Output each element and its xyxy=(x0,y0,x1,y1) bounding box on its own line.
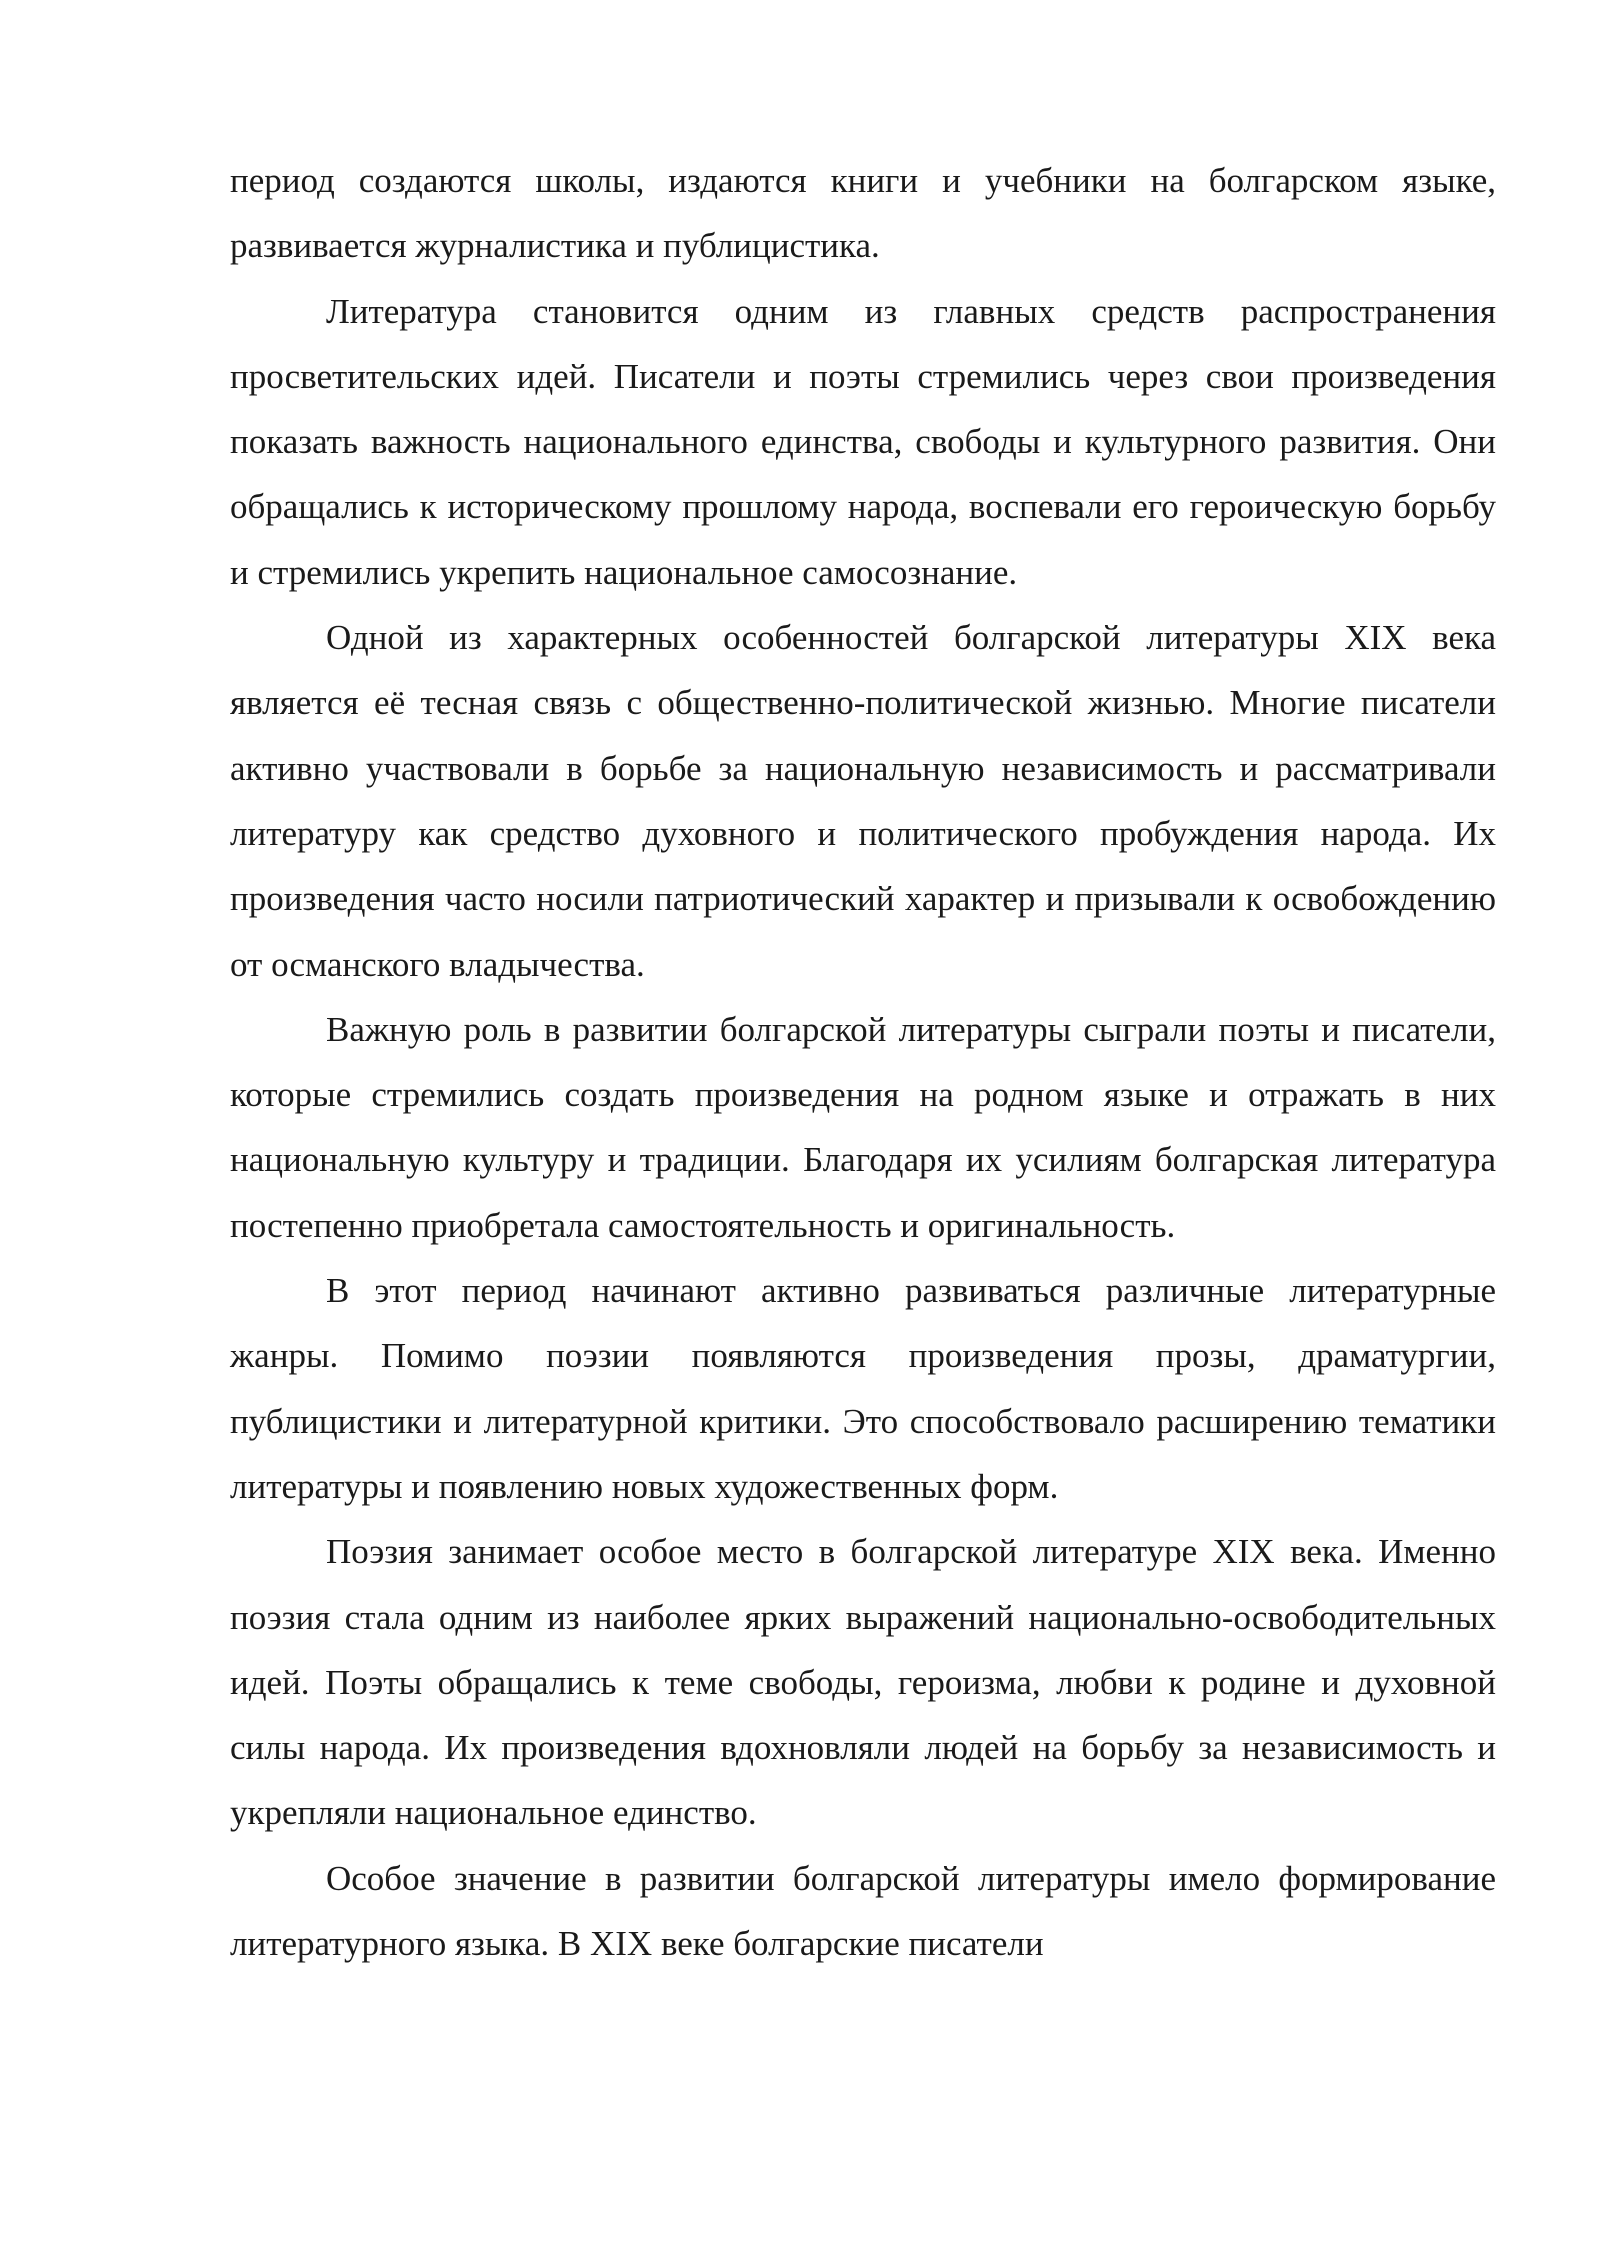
paragraph-literary-genres: В этот период начинают активно развиваться различные литературные жанры. Помимо поэзии появляются произведения прозы, драматургии, публицистики и литературной критики. Это способствовало расширению тематики литературы и появлению новых художественных форм. xyxy=(230,1271,1496,1506)
paragraph-political-link: Одной из характерных особенностей болгарской литературы XIX века является её тесная связь с общественно-политической жизнью. Многие писатели активно участвовали в борьбе за национальную независимость и рассматривали литературу как средство духовного и политического пробуждения народа. Их произведения часто носили патриотический характер и призывали к освобождению от османского владычества. xyxy=(230,618,1496,984)
paragraph-poetry: Поэзия занимает особое место в болгарской литературе XIX века. Именно поэзия стала одним из наиболее ярких выражений национально-освободительных идей. Поэты обращались к теме свободы, героизма, любви к родине и духовной силы народа. Их произведения вдохновляли людей на борьбу за независимость и укрепляли национальное единство. xyxy=(230,1532,1496,1833)
paragraph-continuation: период создаются школы, издаются книги и учебники на болгарском языке, развивается журналистика и публицистика. xyxy=(230,161,1496,266)
paragraph-literature-enlightenment: Литература становится одним из главных средств распространения просветительских идей. Писатели и поэты стремились через свои произведения показать важность национального единства, свободы и культурного развития. Они обращались к историческому прошлому народа, воспевали его героическую борьбу и стремились укрепить национальное самосознание. xyxy=(230,291,1496,592)
paragraph-literary-language: Особое значение в развитии болгарской литературы имело формирование литературного языка. В XIX веке болгарские писатели xyxy=(230,1858,1496,1964)
paragraph-poets-writers-role: Важную роль в развитии болгарской литературы сыграли поэты и писатели, которые стремились создать произведения на родном языке и отражать в них национальную культуру и традиции. Благодаря их усилиям болгарская литература постепенно приобретала самостоятельность и оригинальность. xyxy=(230,1009,1496,1245)
document-body xyxy=(230,148,1496,1976)
